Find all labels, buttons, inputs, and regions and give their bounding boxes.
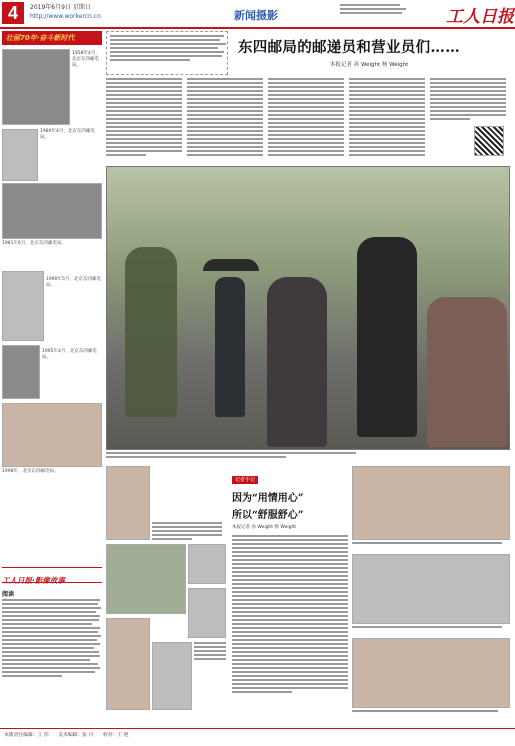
site-url[interactable]: http://www.workercn.cn (30, 13, 101, 20)
main-byline: 本报记者 孙 Weight 杨 Weight (330, 62, 409, 68)
photo-window (106, 618, 150, 710)
historic-photo-1995 (2, 345, 40, 399)
caption-1981: 1981年6月，北京东四邮电局。 (2, 241, 66, 246)
text-col-2 (187, 78, 263, 162)
text-col-1 (106, 78, 182, 162)
photo-team-group (352, 554, 510, 624)
historic-photo-1958 (2, 49, 70, 125)
second-story-byline: 本报记者 孙 Weight 杨 Weight (232, 525, 297, 530)
footer-rule (0, 728, 515, 729)
historic-photo-1998 (2, 403, 102, 467)
photo-figure-man (357, 237, 417, 437)
page-number: 4 (7, 3, 18, 23)
caption-bottom-left (194, 642, 226, 662)
photo-figure-right (427, 297, 507, 447)
second-story-title-1: 因为“用情用心” (232, 493, 304, 504)
caption-desk-worker (352, 542, 510, 546)
second-story (232, 466, 348, 716)
lead-box (106, 31, 228, 75)
section-title: 新闻摄影 (234, 9, 278, 22)
photo-award (352, 638, 510, 708)
photo-desk-worker (352, 466, 510, 540)
header-rule (0, 27, 515, 29)
text-col-5 (430, 78, 506, 162)
second-story-tag: 记者手记 (232, 476, 258, 484)
caption-1958: 1958年4月，北京东四邮电局。 (72, 51, 100, 68)
caption-1998: 1998年，北京东四邮电局。 (2, 469, 59, 474)
left-column (2, 31, 102, 731)
caption-office-1 (152, 522, 222, 542)
photo-office-1 (106, 466, 150, 540)
photo-figure-cyclist (125, 247, 177, 417)
text-col-4 (349, 78, 425, 162)
photo-staff-smile (188, 588, 226, 638)
photo-counter-2 (188, 544, 226, 584)
second-story-body (232, 535, 348, 693)
photo-figure-walker (215, 277, 245, 417)
second-story-title-2: 所以“舒服舒心” (232, 510, 304, 521)
caption-1995: 1995年4月，北京东四邮电局。 (42, 349, 97, 360)
right-photo-column (352, 466, 510, 720)
editor-info (340, 4, 410, 16)
text-col-3 (268, 78, 344, 162)
caption-award (352, 710, 510, 714)
caption-team-group (352, 626, 510, 630)
mid-left-photos (106, 466, 226, 716)
page-header (0, 0, 515, 28)
photo-figure-umbrella (203, 259, 259, 271)
date-line: 2019年6月9日 星期日 (30, 4, 91, 11)
story-text-columns (106, 78, 510, 162)
footer-text: 本版责任编辑：王 伟 美术编辑：张 丹 校对：王 艳 (4, 733, 129, 738)
newspaper-logo: 工人日报 (446, 7, 514, 27)
qr-code[interactable] (474, 126, 504, 156)
main-photo-caption (106, 452, 366, 460)
feature-banner: 工人日报·影像故事 (2, 567, 102, 583)
historic-photo-1981 (2, 183, 102, 239)
caption-1990: 1990年5月，北京东四邮电局。 (46, 277, 101, 288)
page-number-box (2, 2, 24, 24)
anniversary-banner: 壮丽70年·奋斗新时代 (2, 31, 102, 45)
historic-photo-1980 (2, 129, 38, 181)
photo-figure-woman (267, 277, 327, 447)
note-label: 阅读 (2, 591, 15, 598)
note-body (2, 599, 102, 679)
main-headline: 东四邮局的邮递员和营业员们…… (238, 39, 460, 56)
photo-street-walk (152, 642, 192, 710)
historic-photo-1990 (2, 271, 44, 341)
caption-1980: 1980年4月，北京东四邮电局。 (40, 129, 95, 140)
main-street-photo (106, 166, 510, 450)
photo-counter-1 (106, 544, 186, 614)
